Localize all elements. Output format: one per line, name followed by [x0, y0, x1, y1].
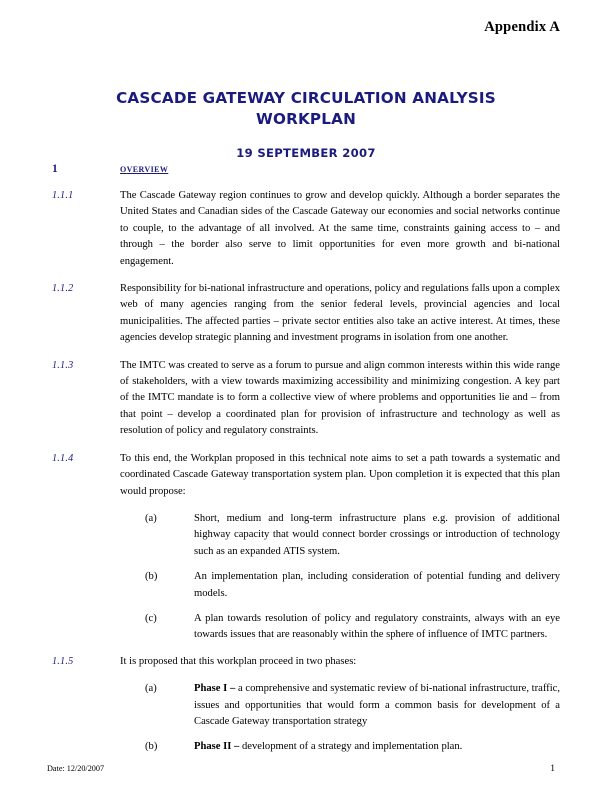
section-title: overview: [120, 163, 169, 175]
list-item: [52, 511, 560, 560]
list-item: [52, 681, 560, 730]
paragraph-number: 1.1.2: [52, 283, 74, 295]
list-item-text: development of a strategy and implementation plan.: [241, 741, 463, 753]
list-item-text: An implementation plan, including consideration of potential funding and delivery models.: [194, 571, 560, 599]
paragraph-number: 1.1.1: [52, 190, 74, 201]
paragraph-1-1-4: [52, 451, 560, 500]
paragraph-text: Responsibility for bi-national infrastructure and operations, policy and regulations falls upon a complex web of many agencies ranging from the senior federal levels, provincial agencies and local municipalities. The affected parties – private sector entities also take an active interest. At times, these agencies develop strategic planning and investment programs in isolation from one another.: [120, 283, 560, 344]
list-item-text: A plan towards resolution of policy and regulatory constraints, always with an eye towards issues that are reasonably within the sphere of influence of IMTC partners.: [194, 612, 560, 641]
paragraph-text: The IMTC was created to serve as a forum to pursue and align common interests within this wide range of stakeholders, with a view towards maximizing accessibility and minimizing congestion. A key part of the IMTC mandate is to form a collective view of where problems and opportunities lie and – from that point – develop a coordinated plan for provision of infrastructure and technology as well as resolution of policy and regulatory constraints.: [120, 359, 560, 437]
list-item-body: [194, 681, 560, 730]
list-item-label: (c): [145, 612, 157, 624]
paragraph-text: To this end, the Workplan proposed in this technical note aims to set a path towards a systematic and coordinated Cascade Gateway transportation system plan. Upon completion it is expected that this plan would propose:: [120, 452, 560, 497]
list-item: [52, 569, 560, 602]
paragraph-1-1-2: [52, 281, 560, 347]
paragraph-text: The Cascade Gateway region continues to grow and develop quickly. Although a border separates the United States and Canadian sides of the Cascade Gateway our economies and social networks continue to couple, to the advantage of all involved. At the same time, constraints gaining access to – and through – the border also serve to limit opportunities for even more growth and bi-national engagement.: [120, 190, 560, 267]
list-item: [52, 611, 560, 644]
document-body: [52, 163, 560, 766]
sublist-1-1-5: [52, 681, 560, 756]
paragraph-number: 1.1.5: [52, 655, 74, 667]
list-item-body: [194, 739, 560, 755]
document-date: 19 SEPTEMBER 2007: [236, 146, 376, 160]
section-heading-overview: [52, 163, 560, 175]
list-item-text: Short, medium and long-term infrastructure plans e.g. provision of additional highway capacity that would connect border crossings or introduction of technology such as an expanded ATIS system.: [194, 512, 560, 557]
document-header: [52, 18, 560, 36]
paragraph-1-1-5: [52, 654, 560, 670]
list-item-label: (b): [145, 571, 158, 583]
document-title-line-1: CASCADE GATEWAY CIRCULATION ANALYSIS: [116, 89, 496, 107]
list-item-label: (a): [145, 683, 157, 695]
paragraph-text: It is proposed that this workplan proceed in two phases:: [120, 655, 357, 667]
sublist-1-1-4: [52, 511, 560, 644]
document-title-line-2: WORKPLAN: [256, 110, 356, 128]
list-item: [52, 739, 560, 755]
list-item-lead: Phase I –: [194, 683, 238, 695]
list-item-label: (a): [145, 512, 157, 524]
appendix-label: Appendix A: [484, 19, 560, 35]
paragraph-number: 1.1.4: [52, 452, 74, 464]
document-footer: [47, 764, 565, 774]
list-item-text: a comprehensive and systematic review of bi-national infrastructure, traffic, issues and opportunities that would form a common basis for development of a Cascade Gateway transportation strategy: [194, 683, 560, 727]
title-block: [60, 88, 552, 160]
footer-page-number: 1: [550, 764, 555, 774]
paragraph-1-1-1: [52, 188, 560, 270]
list-item-lead: Phase II –: [194, 741, 242, 753]
footer-date: Date: 12/20/2007: [47, 764, 105, 773]
section-number: 1: [52, 163, 58, 175]
paragraph-number: 1.1.3: [52, 359, 74, 371]
paragraph-1-1-3: [52, 358, 560, 440]
list-item-label: (b): [145, 741, 158, 753]
